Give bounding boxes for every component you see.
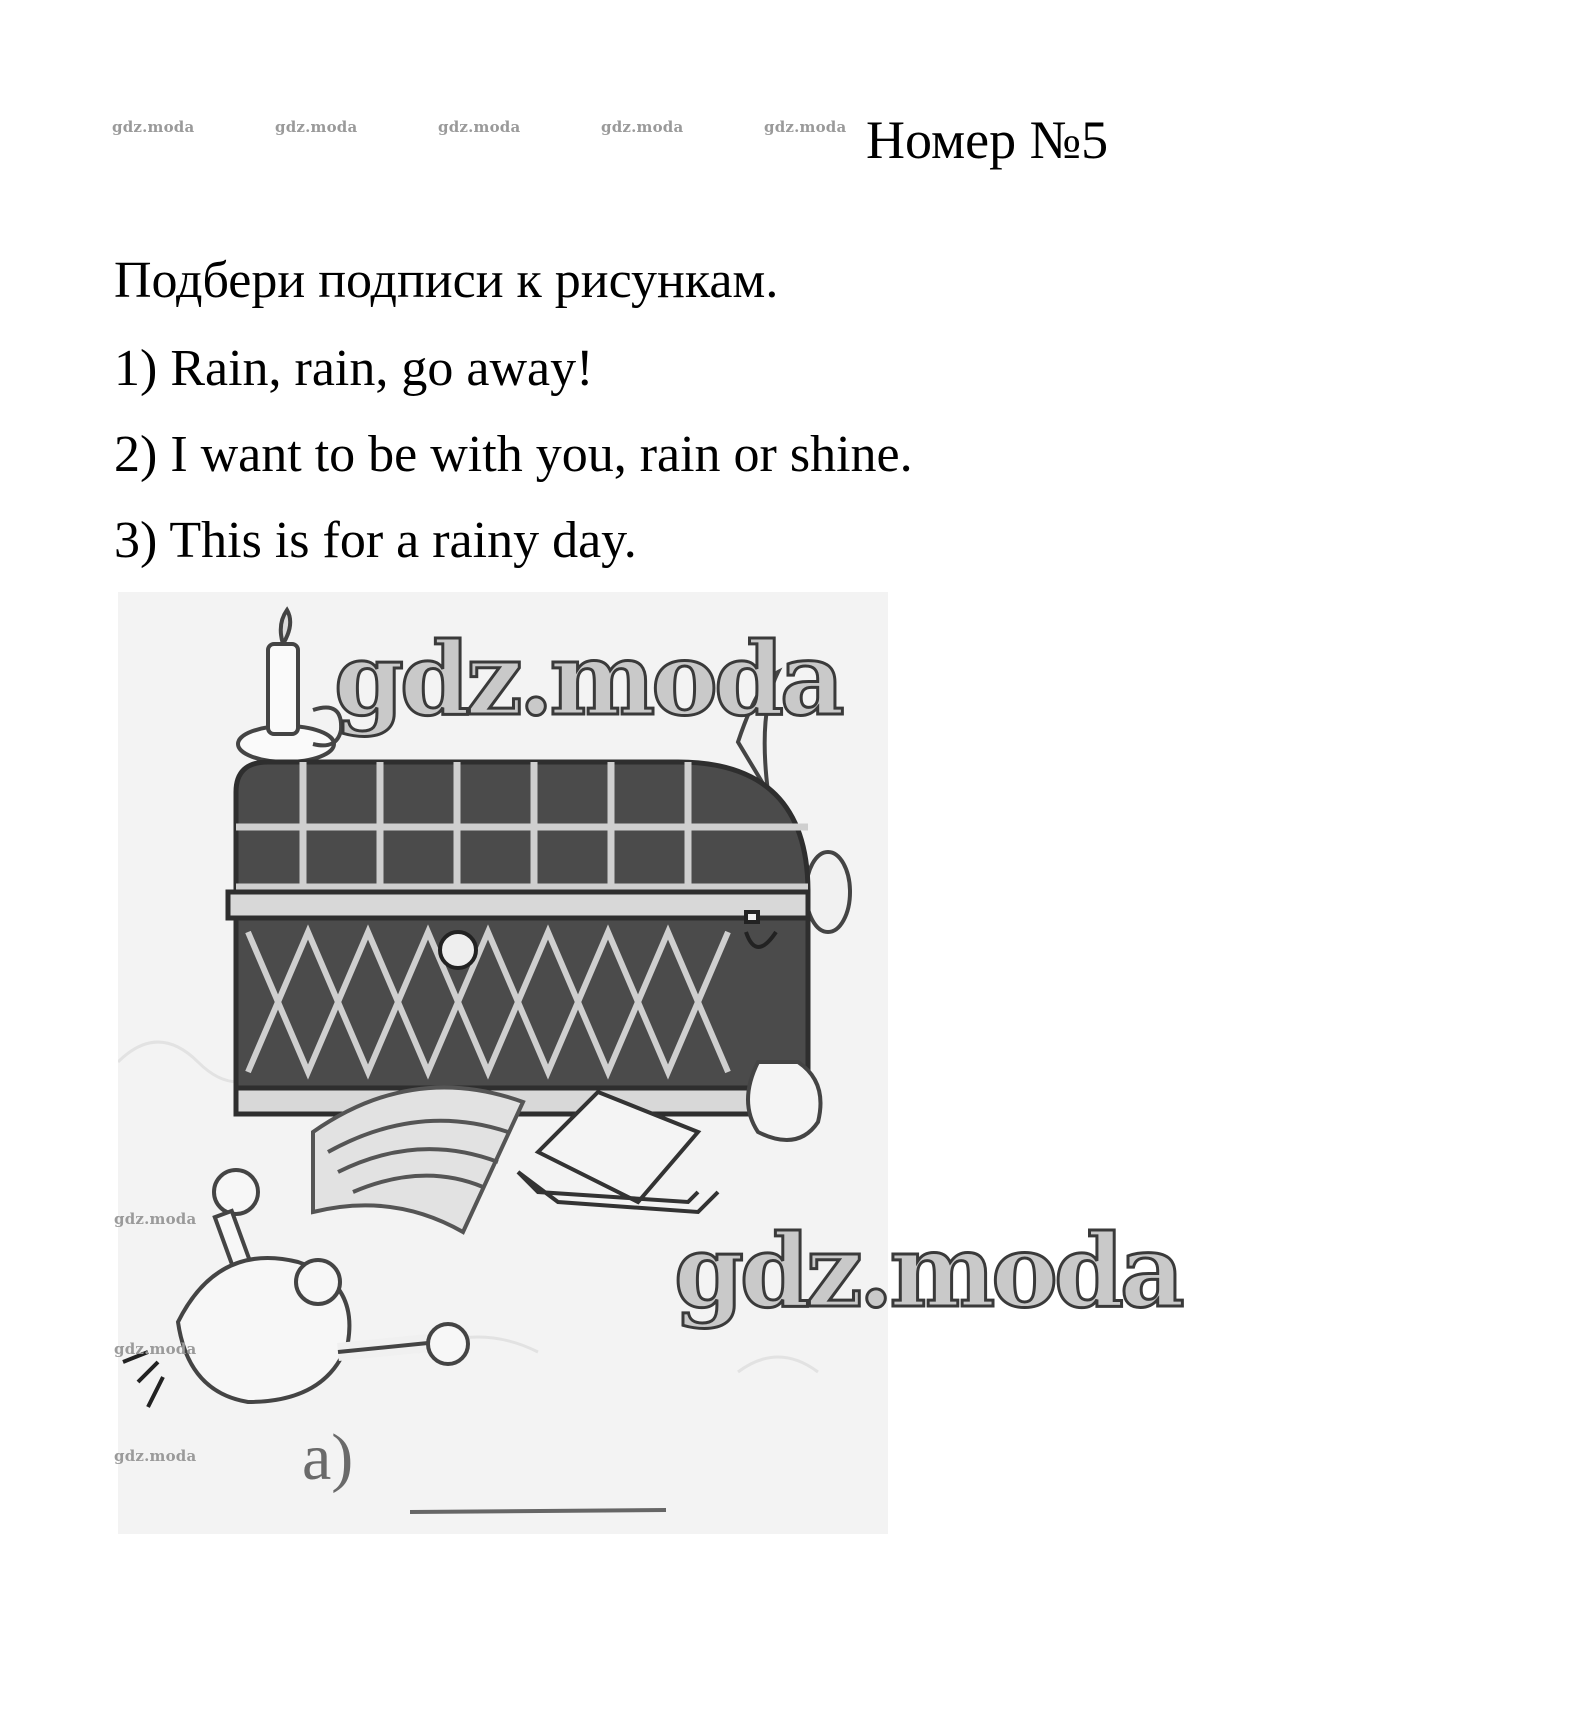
watermark-small: gdz.moda [764, 118, 847, 136]
task-item-3: 3) This is for a rainy day. [114, 512, 637, 569]
watermark-small: gdz.moda [114, 1210, 197, 1228]
watermark-small: gdz.moda [275, 118, 358, 136]
watermark-small: gdz.moda [438, 118, 521, 136]
watermark-small: gdz.moda [114, 1340, 197, 1358]
watermark-small: gdz.moda [114, 1447, 197, 1465]
watermark-small: gdz.moda [601, 118, 684, 136]
figure-label: a) [302, 1421, 354, 1494]
watermark-large: gdz.moda [674, 1212, 1181, 1330]
watermark-large: gdz.moda [334, 620, 841, 738]
task-instruction: Подбери подписи к рисункам. [114, 252, 779, 309]
page-title: Номер №5 [866, 110, 1109, 170]
task-item-1: 1) Rain, rain, go away! [114, 340, 594, 397]
watermark-small: gdz.moda [112, 118, 195, 136]
task-item-2: 2) I want to be with you, rain or shine. [114, 426, 913, 483]
